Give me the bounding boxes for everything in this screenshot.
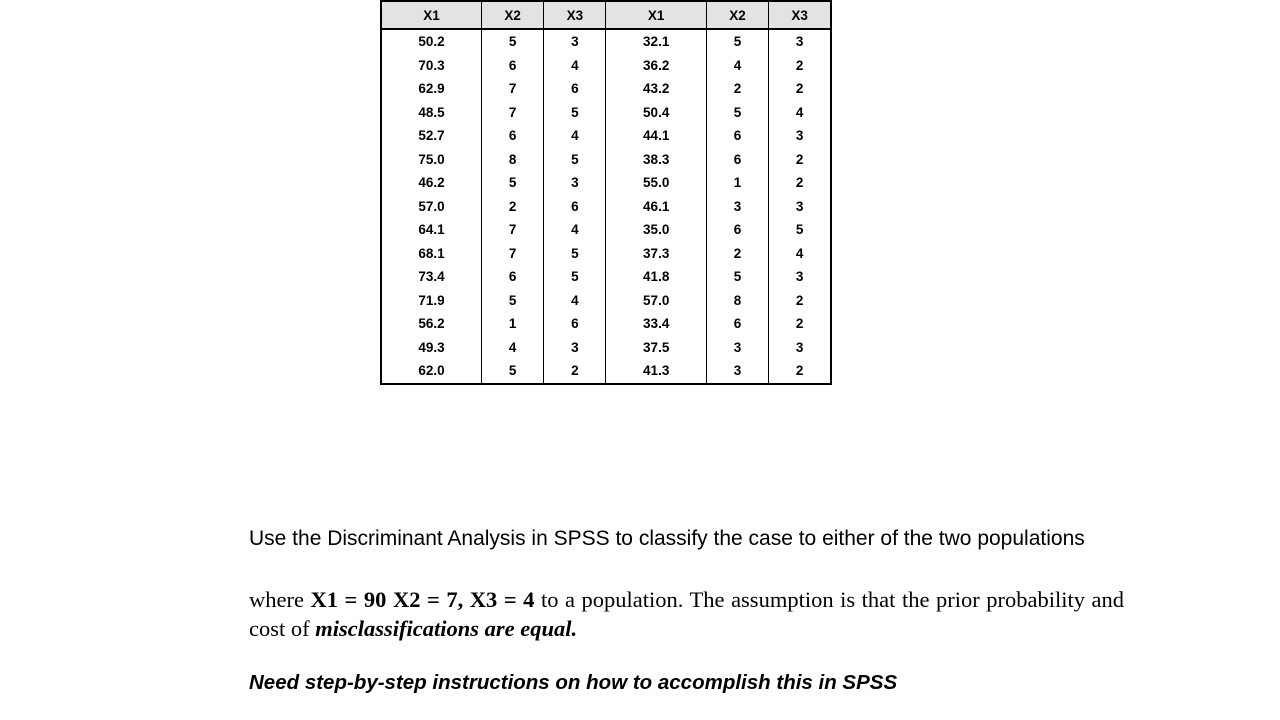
table-cell: 1 bbox=[481, 312, 543, 336]
table-cell: 6 bbox=[481, 124, 543, 148]
column-header: X2 bbox=[481, 1, 543, 29]
table-row bbox=[381, 312, 831, 336]
table-row bbox=[381, 265, 831, 289]
table-cell: 2 bbox=[544, 359, 606, 384]
table-cell: 5 bbox=[481, 29, 543, 54]
table-cell: 46.2 bbox=[381, 171, 481, 195]
table-cell: 62.9 bbox=[381, 77, 481, 101]
table-cell: 6 bbox=[706, 148, 768, 172]
condition-emphasis: misclassifications are equal. bbox=[315, 616, 578, 641]
table-cell: 6 bbox=[544, 195, 606, 219]
table-cell: 50.2 bbox=[381, 29, 481, 54]
table-cell: 7 bbox=[481, 218, 543, 242]
table-cell: 4 bbox=[544, 218, 606, 242]
table-cell: 5 bbox=[481, 289, 543, 313]
table-cell: 2 bbox=[706, 77, 768, 101]
table-cell: 32.1 bbox=[606, 29, 706, 54]
table-cell: 43.2 bbox=[606, 77, 706, 101]
table-cell: 48.5 bbox=[381, 101, 481, 125]
table-cell: 2 bbox=[769, 54, 831, 78]
case-values: X1 = 90 X2 = 7, X3 = 4 bbox=[310, 587, 535, 612]
table-cell: 2 bbox=[706, 242, 768, 266]
table-cell: 4 bbox=[769, 101, 831, 125]
table-body bbox=[381, 29, 831, 384]
table-cell: 4 bbox=[544, 54, 606, 78]
table-cell: 5 bbox=[544, 242, 606, 266]
table-cell: 62.0 bbox=[381, 359, 481, 384]
table-cell: 35.0 bbox=[606, 218, 706, 242]
table-cell: 3 bbox=[544, 171, 606, 195]
table-cell: 7 bbox=[481, 101, 543, 125]
table-cell: 70.3 bbox=[381, 54, 481, 78]
table-cell: 41.3 bbox=[606, 359, 706, 384]
table-cell: 4 bbox=[706, 54, 768, 78]
table-cell: 49.3 bbox=[381, 336, 481, 360]
table-cell: 6 bbox=[544, 77, 606, 101]
table-cell: 37.3 bbox=[606, 242, 706, 266]
table-cell: 56.2 bbox=[381, 312, 481, 336]
table-cell: 7 bbox=[481, 77, 543, 101]
table-row bbox=[381, 148, 831, 172]
table-cell: 5 bbox=[481, 171, 543, 195]
table-row bbox=[381, 124, 831, 148]
table-cell: 2 bbox=[769, 171, 831, 195]
table-cell: 41.8 bbox=[606, 265, 706, 289]
table-cell: 2 bbox=[769, 312, 831, 336]
instruction-text: Use the Discriminant Analysis in SPSS to classify the case to either of the two populations bbox=[249, 527, 1085, 550]
table-cell: 44.1 bbox=[606, 124, 706, 148]
table-cell: 38.3 bbox=[606, 148, 706, 172]
table-cell: 6 bbox=[481, 54, 543, 78]
table-cell: 4 bbox=[481, 336, 543, 360]
table-cell: 8 bbox=[706, 289, 768, 313]
table-cell: 1 bbox=[706, 171, 768, 195]
table-cell: 3 bbox=[706, 359, 768, 384]
condition-paragraph bbox=[249, 585, 1124, 643]
table-cell: 2 bbox=[769, 148, 831, 172]
table-cell: 3 bbox=[706, 195, 768, 219]
condition-lead: where bbox=[249, 587, 311, 612]
table-cell: 8 bbox=[481, 148, 543, 172]
request-text: Need step-by-step instructions on how to accomplish this in SPSS bbox=[249, 671, 898, 694]
table-cell: 7 bbox=[481, 242, 543, 266]
column-header: X1 bbox=[606, 1, 706, 29]
table-cell: 5 bbox=[544, 265, 606, 289]
table-cell: 3 bbox=[706, 336, 768, 360]
table-row bbox=[381, 289, 831, 313]
table-cell: 33.4 bbox=[606, 312, 706, 336]
header-row bbox=[381, 1, 831, 29]
table-row bbox=[381, 101, 831, 125]
table-cell: 3 bbox=[544, 336, 606, 360]
table-cell: 6 bbox=[706, 218, 768, 242]
table-cell: 2 bbox=[769, 77, 831, 101]
table-row bbox=[381, 171, 831, 195]
table-cell: 3 bbox=[769, 336, 831, 360]
table-cell: 5 bbox=[544, 101, 606, 125]
table-cell: 52.7 bbox=[381, 124, 481, 148]
column-header: X2 bbox=[706, 1, 768, 29]
table-cell: 6 bbox=[706, 312, 768, 336]
table-cell: 5 bbox=[706, 101, 768, 125]
table-cell: 37.5 bbox=[606, 336, 706, 360]
table-cell: 71.9 bbox=[381, 289, 481, 313]
table-cell: 6 bbox=[481, 265, 543, 289]
column-header: X3 bbox=[769, 1, 831, 29]
column-header: X3 bbox=[544, 1, 606, 29]
table-cell: 75.0 bbox=[381, 148, 481, 172]
table-cell: 3 bbox=[769, 29, 831, 54]
table-cell: 55.0 bbox=[606, 171, 706, 195]
table-cell: 4 bbox=[769, 242, 831, 266]
table-cell: 5 bbox=[544, 148, 606, 172]
table-cell: 57.0 bbox=[606, 289, 706, 313]
table-cell: 4 bbox=[544, 124, 606, 148]
table-cell: 3 bbox=[769, 265, 831, 289]
table-cell: 2 bbox=[481, 195, 543, 219]
table-row bbox=[381, 218, 831, 242]
table-row bbox=[381, 77, 831, 101]
table-cell: 3 bbox=[544, 29, 606, 54]
table-cell: 73.4 bbox=[381, 265, 481, 289]
table-cell: 5 bbox=[769, 218, 831, 242]
table-row bbox=[381, 195, 831, 219]
table-cell: 5 bbox=[706, 29, 768, 54]
table-header bbox=[381, 1, 831, 29]
table-cell: 64.1 bbox=[381, 218, 481, 242]
table-cell: 5 bbox=[481, 359, 543, 384]
table-row bbox=[381, 242, 831, 266]
table-row bbox=[381, 54, 831, 78]
table-row bbox=[381, 336, 831, 360]
data-table bbox=[380, 0, 832, 385]
table-row bbox=[381, 359, 831, 384]
table-cell: 3 bbox=[769, 124, 831, 148]
table-cell: 5 bbox=[706, 265, 768, 289]
table-cell: 6 bbox=[706, 124, 768, 148]
table-cell: 46.1 bbox=[606, 195, 706, 219]
column-header: X1 bbox=[381, 1, 481, 29]
table-cell: 4 bbox=[544, 289, 606, 313]
table-cell: 2 bbox=[769, 289, 831, 313]
table-cell: 50.4 bbox=[606, 101, 706, 125]
condition-middle: to a population. The assumption is that the prior probability and cost of bbox=[249, 587, 1125, 641]
table-cell: 6 bbox=[544, 312, 606, 336]
table-row bbox=[381, 29, 831, 54]
table-cell: 3 bbox=[769, 195, 831, 219]
table-cell: 2 bbox=[769, 359, 831, 384]
table-cell: 57.0 bbox=[381, 195, 481, 219]
table-cell: 68.1 bbox=[381, 242, 481, 266]
table-cell: 36.2 bbox=[606, 54, 706, 78]
